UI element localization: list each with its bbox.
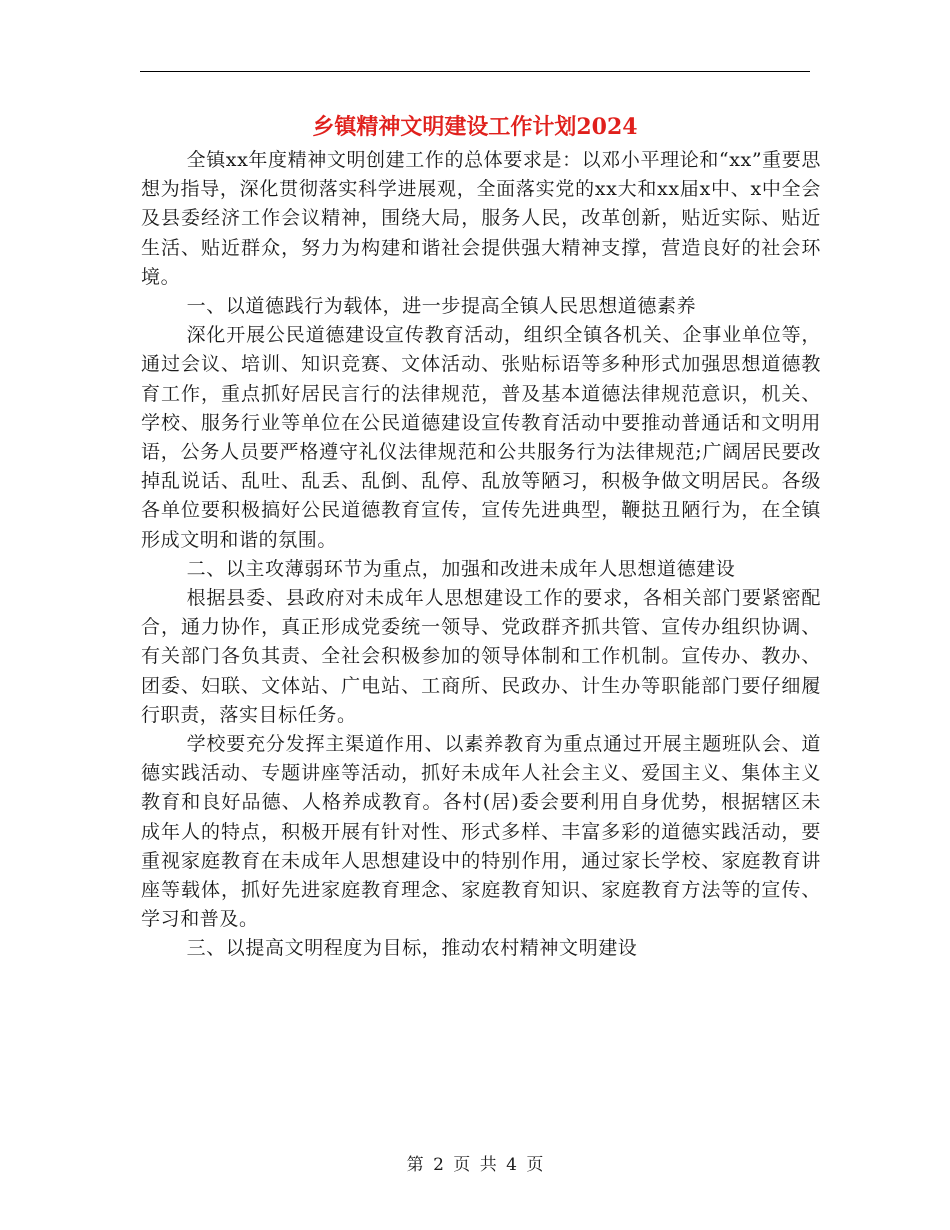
section-heading-1: 一、以道德践行为载体，进一步提高全镇人民思想道德素养 <box>186 295 697 318</box>
document-body <box>141 146 821 964</box>
paragraph-minors-mechanism: 根据县委、县政府对未成年人思想建设工作的要求，各相关部门要紧密配合，通力协作，真正形成党委统一领导、党政群齐抓共管、宣传办组织协调、有关部门各负其责、全社会积极参加的领导体制和工作机制。宣传办、教办、团委、妇联、文体站、广电站、工商所、民政办、计生办等职能部门要仔细履行职责，落实目标任务。 <box>141 587 821 726</box>
document-title: 乡镇精神文明建设工作计划2024 <box>312 114 638 140</box>
page-number: 第 2 页 共 4 页 <box>406 1155 544 1175</box>
section-heading-2: 二、以主攻薄弱环节为重点，加强和改进未成年人思想道德建设 <box>186 557 736 580</box>
header-rule <box>140 71 810 72</box>
section-heading-3: 三、以提高文明程度为目标，推动农村精神文明建设 <box>186 937 638 960</box>
paragraph-school-role: 学校要充分发挥主渠道作用、以素养教育为重点通过开展主题班队会、道德实践活动、专题讲座等活动，抓好未成年人社会主义、爱国主义、集体主义教育和良好品德、人格养成教育。各村(居)委会要利用自身优势，根据辖区未成年人的特点，积极开展有针对性、形式多样、丰富多彩的道德实践活动，要重视家庭教育在未成年人思想建设中的特别作用，通过家长学校、家庭教育讲座等载体，抓好先进家庭教育理念、家庭教育知识、家庭教育方法等的宣传、学习和普及。 <box>141 733 821 931</box>
paragraph-overview: 全镇xx年度精神文明创建工作的总体要求是：以邓小平理论和“xx”重要思想为指导，深化贯彻落实科学进展观，全面落实党的xx大和xx届x中、x中全会及县委经济工作会议精神，围绕大局，服务人民，改革创新，贴近实际、贴近生活、贴近群众，努力为构建和谐社会提供强大精神支撑，营造良好的社会环境。 <box>141 149 821 288</box>
paragraph-moral-education: 深化开展公民道德建设宣传教育活动，组织全镇各机关、企事业单位等，通过会议、培训、知识竞赛、文体活动、张贴标语等多种形式加强思想道德教育工作，重点抓好居民言行的法律规范，普及基本道德法律规范意识，机关、学校、服务行业等单位在公民道德建设宣传教育活动中要推动普通话和文明用语，公务人员要严格遵守礼仪法律规范和公共服务行为法律规范;广阔居民要改掉乱说话、乱吐、乱丢、乱倒、乱停、乱放等陋习，积极争做文明居民。各级各单位要积极搞好公民道德教育宣传，宣传先进典型，鞭挞丑陋行为，在全镇形成文明和谐的氛围。 <box>141 324 821 551</box>
